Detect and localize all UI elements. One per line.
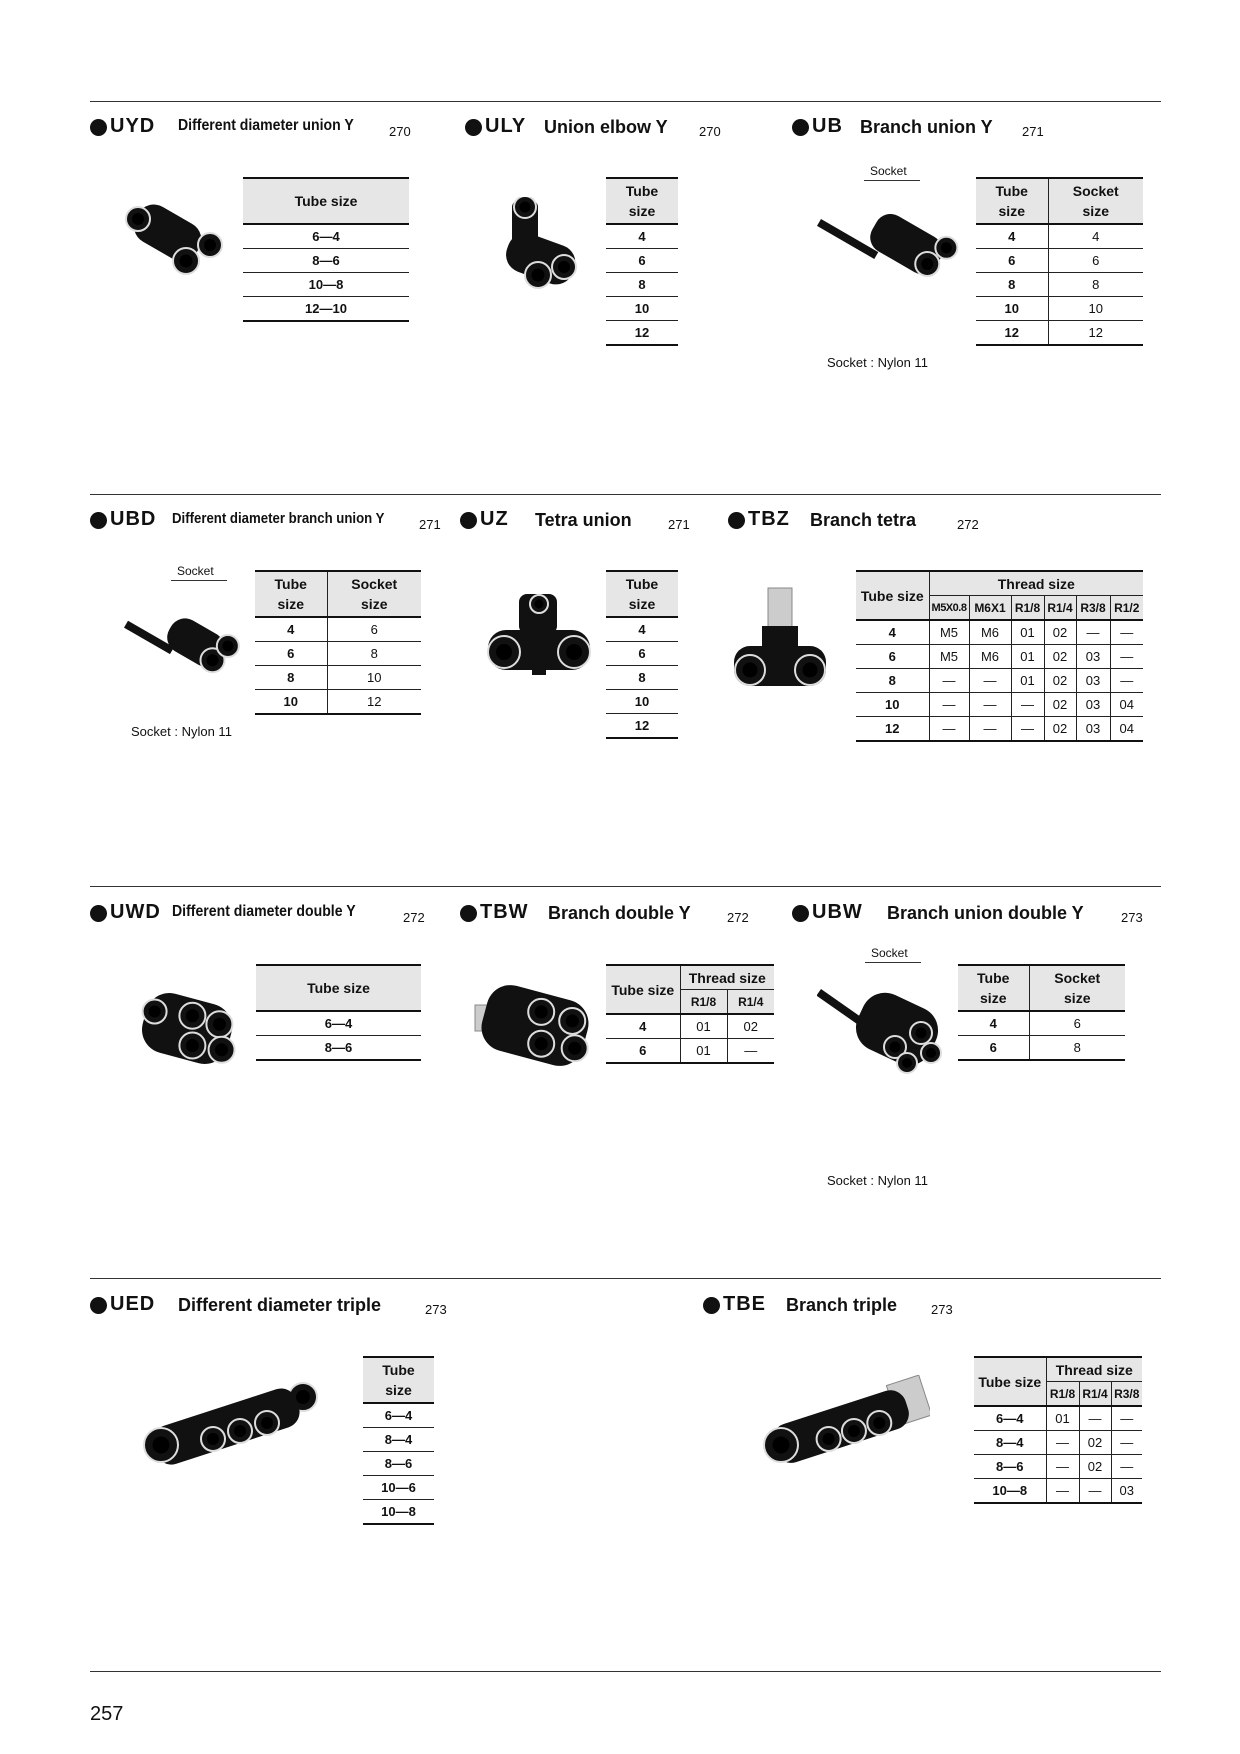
product-image <box>124 203 231 281</box>
header-thread-m6x1: M6X1 <box>969 596 1011 621</box>
table-row <box>363 1452 434 1476</box>
bullet-icon <box>460 512 477 529</box>
product-code: UBD <box>110 508 157 530</box>
header-tube-size: Tube size <box>243 178 409 224</box>
table-cell: 8 <box>327 642 421 666</box>
tube-size-cell: 4 <box>958 1011 1029 1036</box>
table-cell: — <box>1046 1431 1079 1455</box>
product-code: UB <box>812 115 843 137</box>
table-header-row <box>606 965 774 990</box>
product-code: UYD <box>110 115 156 137</box>
catalog-page-reference[interactable]: 270 <box>699 124 721 139</box>
table-cell: — <box>1076 620 1110 645</box>
table-row <box>606 617 678 642</box>
table-cell: — <box>1110 645 1143 669</box>
tube-size-cell: 6—4 <box>363 1403 434 1428</box>
table-cell: 01 <box>680 1039 727 1064</box>
product-image <box>761 1375 930 1476</box>
section-divider <box>90 1278 1161 1279</box>
table-cell: 6 <box>1029 1011 1125 1036</box>
tube-size-cell: 12 <box>856 717 929 742</box>
tube-size-cell: 10 <box>255 690 327 715</box>
tube-size-cell: 12 <box>976 321 1048 346</box>
socket-callout-label: Socket <box>177 564 214 578</box>
product-name: Branch double Y <box>548 903 691 923</box>
table-row <box>243 249 409 273</box>
table-cell: 6 <box>327 617 421 642</box>
table-cell: — <box>969 669 1011 693</box>
table-row <box>606 1039 774 1064</box>
tube-size-cell: 6 <box>976 249 1048 273</box>
table-cell: — <box>1111 1406 1142 1431</box>
table-row <box>974 1431 1142 1455</box>
table-cell: 04 <box>1110 717 1143 742</box>
tube-size-cell: 8—4 <box>363 1428 434 1452</box>
table-row <box>606 666 678 690</box>
table-cell: M6 <box>969 645 1011 669</box>
table-cell: — <box>1111 1431 1142 1455</box>
table-cell: 03 <box>1076 669 1110 693</box>
spec-table <box>243 177 409 322</box>
table-cell: — <box>929 717 969 742</box>
table-row <box>856 620 1143 645</box>
table-cell: 01 <box>680 1014 727 1039</box>
table-cell: M6 <box>969 620 1011 645</box>
bullet-icon <box>465 119 482 136</box>
spec-table <box>958 964 1125 1061</box>
table-cell: 01 <box>1011 620 1044 645</box>
table-row <box>243 297 409 322</box>
table-cell: 4 <box>1048 224 1143 249</box>
header-thread-r12: R1/2 <box>1110 596 1143 621</box>
tube-size-cell: 4 <box>606 617 678 642</box>
catalog-page-reference[interactable]: 272 <box>727 910 749 925</box>
header-tube-size: Tube size <box>974 1357 1046 1406</box>
tube-size-cell: 10 <box>856 693 929 717</box>
tube-size-cell: 6—4 <box>974 1406 1046 1431</box>
header-thread-r14: R1/4 <box>1044 596 1076 621</box>
bullet-icon <box>90 119 107 136</box>
socket-callout-label: Socket <box>871 946 908 960</box>
page-number: 257 <box>90 1703 124 1725</box>
table-row <box>363 1403 434 1428</box>
table-row <box>976 297 1143 321</box>
tube-size-cell: 8—6 <box>974 1455 1046 1479</box>
table-header-row <box>606 571 678 617</box>
header-socket-size: Socket size <box>327 571 421 617</box>
tube-size-cell: 4 <box>606 224 678 249</box>
product-code: UED <box>110 1293 156 1315</box>
product-image <box>133 986 241 1076</box>
tube-size-cell: 4 <box>856 620 929 645</box>
tube-size-cell: 8 <box>255 666 327 690</box>
table-cell: 02 <box>1079 1455 1111 1479</box>
table-header-row <box>976 178 1143 224</box>
table-row <box>856 669 1143 693</box>
socket-callout-line <box>171 580 227 581</box>
socket-callout-label: Socket <box>870 164 907 178</box>
table-cell: 02 <box>1044 620 1076 645</box>
material-note: Socket : Nylon 11 <box>131 724 232 739</box>
table-cell: — <box>969 717 1011 742</box>
tube-size-cell: 8—6 <box>363 1452 434 1476</box>
table-cell: 01 <box>1011 645 1044 669</box>
header-thread-r18: R1/8 <box>680 990 727 1015</box>
header-tube-size: Tube size <box>958 965 1029 1011</box>
section-divider <box>90 494 1161 495</box>
header-thread-size: Thread size <box>1046 1357 1142 1382</box>
table-header-row <box>256 965 421 1011</box>
tube-size-cell: 8—6 <box>243 249 409 273</box>
table-row <box>606 690 678 714</box>
table-cell: 12 <box>327 690 421 715</box>
spec-table <box>606 570 678 739</box>
table-header-row <box>363 1357 434 1403</box>
spec-table <box>976 177 1143 346</box>
header-thread-r18: R1/8 <box>1011 596 1044 621</box>
spec-table <box>363 1356 434 1525</box>
socket-callout-line <box>865 962 921 963</box>
tube-size-cell: 4 <box>976 224 1048 249</box>
product-name: Different diameter double Y <box>172 903 356 920</box>
table-cell: — <box>1011 717 1044 742</box>
table-row <box>606 297 678 321</box>
header-thread-r18: R1/8 <box>1046 1382 1079 1407</box>
catalog-page-reference[interactable]: 271 <box>419 517 441 532</box>
tube-size-cell: 6 <box>958 1036 1029 1061</box>
table-header-row <box>255 571 421 617</box>
header-tube-size: Tube size <box>606 178 678 224</box>
catalog-page-reference[interactable]: 273 <box>425 1302 447 1317</box>
table-cell: — <box>1111 1455 1142 1479</box>
header-tube-size: Tube size <box>256 965 421 1011</box>
product-code: UZ <box>480 508 509 530</box>
catalog-page-reference[interactable]: 272 <box>957 517 979 532</box>
table-row <box>976 224 1143 249</box>
bullet-icon <box>90 512 107 529</box>
header-tube-size: Tube size <box>976 178 1048 224</box>
bullet-icon <box>90 1297 107 1314</box>
section-divider <box>90 886 1161 887</box>
tube-size-cell: 12 <box>606 321 678 346</box>
header-tube-size: Tube size <box>255 571 327 617</box>
product-image <box>817 969 947 1081</box>
table-row <box>255 642 421 666</box>
catalog-page-reference[interactable]: 271 <box>668 517 690 532</box>
product-name: Branch triple <box>786 1295 898 1315</box>
bullet-icon <box>460 905 477 922</box>
header-thread-m5x08: M5X0.8 <box>929 596 969 621</box>
table-row <box>974 1455 1142 1479</box>
header-thread-size: Thread size <box>680 965 774 990</box>
spec-table <box>974 1356 1142 1504</box>
tube-size-cell: 10—8 <box>974 1479 1046 1504</box>
table-row <box>958 1036 1125 1061</box>
tube-size-cell: 10—8 <box>243 273 409 297</box>
spec-table <box>606 177 678 346</box>
table-cell: 03 <box>1076 645 1110 669</box>
product-name: Union elbow Y <box>544 117 668 137</box>
table-row <box>255 617 421 642</box>
table-cell: — <box>929 669 969 693</box>
header-thread-size: Thread size <box>929 571 1143 596</box>
table-row <box>958 1011 1125 1036</box>
product-name: Branch tetra <box>810 510 917 530</box>
header-tube-size: Tube size <box>363 1357 434 1403</box>
product-code: TBW <box>480 901 529 923</box>
table-row <box>974 1479 1142 1504</box>
tube-size-cell: 6 <box>856 645 929 669</box>
table-header-row <box>958 965 1125 1011</box>
tube-size-cell: 8 <box>606 273 678 297</box>
product-image <box>484 590 594 685</box>
tube-size-cell: 6 <box>255 642 327 666</box>
product-name: Different diameter branch union Y <box>172 510 385 527</box>
table-header-row <box>856 571 1143 596</box>
bullet-icon <box>792 119 809 136</box>
tube-size-cell: 6—4 <box>243 224 409 249</box>
catalog-page-reference[interactable]: 273 <box>1121 910 1143 925</box>
header-thread-r14: R1/4 <box>1079 1382 1111 1407</box>
table-row <box>976 321 1143 346</box>
table-cell: — <box>1110 669 1143 693</box>
table-row <box>856 717 1143 742</box>
table-cell: 02 <box>1044 645 1076 669</box>
table-row <box>976 273 1143 297</box>
bullet-icon <box>792 905 809 922</box>
tube-size-cell: 6—4 <box>256 1011 421 1036</box>
table-cell: 02 <box>727 1014 774 1039</box>
table-cell: 03 <box>1076 717 1110 742</box>
table-row <box>606 224 678 249</box>
spec-table <box>256 964 421 1061</box>
table-row <box>606 642 678 666</box>
table-cell: — <box>1110 620 1143 645</box>
product-name: Tetra union <box>535 510 632 530</box>
product-name: Different diameter triple <box>178 1295 382 1315</box>
table-row <box>256 1036 421 1061</box>
product-name: Branch union Y <box>860 117 993 137</box>
tube-size-cell: 10 <box>976 297 1048 321</box>
catalog-page-reference[interactable]: 272 <box>403 910 425 925</box>
product-code: TBZ <box>748 508 790 530</box>
table-cell: 02 <box>1079 1431 1111 1455</box>
spec-table <box>856 570 1143 742</box>
table-cell: 6 <box>1048 249 1143 273</box>
table-cell: 12 <box>1048 321 1143 346</box>
tube-size-cell: 8 <box>976 273 1048 297</box>
header-tube-size: Tube size <box>856 571 929 620</box>
product-image <box>473 980 597 1076</box>
header-socket-size: Socket size <box>1048 178 1143 224</box>
table-cell: M5 <box>929 620 969 645</box>
catalog-page-reference[interactable]: 270 <box>389 124 411 139</box>
product-image <box>496 197 580 298</box>
table-row <box>606 714 678 739</box>
table-cell: 10 <box>1048 297 1143 321</box>
table-row <box>606 1014 774 1039</box>
table-cell: — <box>929 693 969 717</box>
tube-size-cell: 8—6 <box>256 1036 421 1061</box>
table-cell: 8 <box>1048 273 1143 297</box>
header-thread-r14: R1/4 <box>727 990 774 1015</box>
table-row <box>363 1476 434 1500</box>
footer-divider <box>90 1671 1161 1672</box>
table-header-row <box>974 1357 1142 1382</box>
tube-size-cell: 4 <box>606 1014 680 1039</box>
table-row <box>606 321 678 346</box>
tube-size-cell: 6 <box>606 249 678 273</box>
spec-table <box>255 570 421 715</box>
header-thread-r38: R3/8 <box>1076 596 1110 621</box>
tube-size-cell: 10—8 <box>363 1500 434 1525</box>
product-code: UWD <box>110 901 161 923</box>
material-note: Socket : Nylon 11 <box>827 355 928 370</box>
table-row <box>606 273 678 297</box>
header-tube-size: Tube size <box>606 571 678 617</box>
table-row <box>856 693 1143 717</box>
catalog-page-reference[interactable]: 273 <box>931 1302 953 1317</box>
product-code: UBW <box>812 901 863 923</box>
product-image <box>141 1375 321 1476</box>
catalog-page-reference[interactable]: 271 <box>1022 124 1044 139</box>
tube-size-cell: 10—6 <box>363 1476 434 1500</box>
table-cell: 8 <box>1029 1036 1125 1061</box>
table-cell: 01 <box>1046 1406 1079 1431</box>
table-cell: 10 <box>327 666 421 690</box>
table-cell: 02 <box>1044 669 1076 693</box>
tube-size-cell: 10 <box>606 690 678 714</box>
table-row <box>256 1011 421 1036</box>
table-cell: — <box>1046 1479 1079 1504</box>
table-cell: 02 <box>1044 717 1076 742</box>
product-code: ULY <box>485 115 527 137</box>
product-image <box>732 586 828 698</box>
section-divider <box>90 101 1161 102</box>
table-cell: — <box>1079 1406 1111 1431</box>
product-image <box>124 597 242 681</box>
table-row <box>243 224 409 249</box>
table-cell: — <box>1046 1455 1079 1479</box>
table-row <box>856 645 1143 669</box>
product-code: TBE <box>723 1293 766 1315</box>
header-thread-r38: R3/8 <box>1111 1382 1142 1407</box>
tube-size-cell: 10 <box>606 297 678 321</box>
socket-callout-line <box>864 180 920 181</box>
tube-size-cell: 4 <box>255 617 327 642</box>
table-cell: 02 <box>1044 693 1076 717</box>
material-note: Socket : Nylon 11 <box>827 1173 928 1188</box>
table-cell: M5 <box>929 645 969 669</box>
table-row <box>976 249 1143 273</box>
bullet-icon <box>728 512 745 529</box>
table-row <box>363 1500 434 1525</box>
tube-size-cell: 12 <box>606 714 678 739</box>
table-cell: — <box>1011 693 1044 717</box>
tube-size-cell: 8 <box>606 666 678 690</box>
table-cell: 03 <box>1076 693 1110 717</box>
header-socket-size: Socket size <box>1029 965 1125 1011</box>
tube-size-cell: 8 <box>856 669 929 693</box>
bullet-icon <box>703 1297 720 1314</box>
table-header-row <box>606 178 678 224</box>
tube-size-cell: 6 <box>606 642 678 666</box>
bullet-icon <box>90 905 107 922</box>
table-cell: — <box>727 1039 774 1064</box>
table-row <box>255 666 421 690</box>
tube-size-cell: 8—4 <box>974 1431 1046 1455</box>
table-row <box>363 1428 434 1452</box>
spec-table <box>606 964 774 1064</box>
table-row <box>255 690 421 715</box>
product-image <box>817 192 964 287</box>
table-cell: — <box>969 693 1011 717</box>
table-row <box>243 273 409 297</box>
table-row <box>974 1406 1142 1431</box>
tube-size-cell: 6 <box>606 1039 680 1064</box>
table-cell: — <box>1079 1479 1111 1504</box>
tube-size-cell: 12—10 <box>243 297 409 322</box>
table-cell: 03 <box>1111 1479 1142 1504</box>
table-header-row <box>243 178 409 224</box>
table-cell: 04 <box>1110 693 1143 717</box>
header-tube-size: Tube size <box>606 965 680 1014</box>
table-cell: 01 <box>1011 669 1044 693</box>
product-name: Different diameter union Y <box>178 117 354 134</box>
product-name: Branch union double Y <box>887 903 1084 923</box>
table-row <box>606 249 678 273</box>
